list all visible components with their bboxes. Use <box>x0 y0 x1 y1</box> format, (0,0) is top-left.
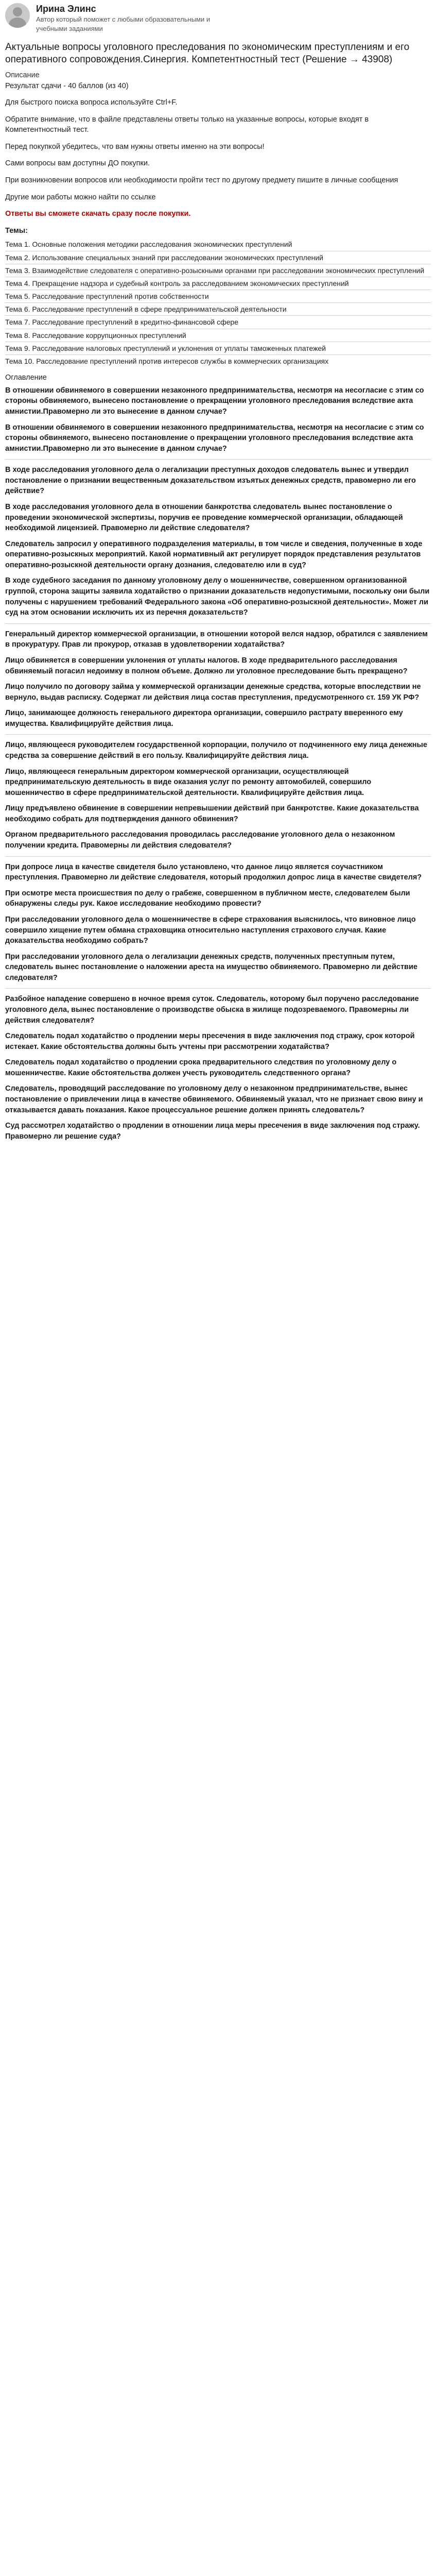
theme-item: Тема 2. Использование специальных знаний при расследовании экономических преступлений <box>5 251 431 264</box>
theme-item: Тема 3. Взаимодействие следователя с оперативно-розыскными органами при расследовании экономических преступлений <box>5 264 431 277</box>
question-item <box>5 1083 431 1115</box>
question-item <box>5 539 431 571</box>
question-item <box>5 767 431 799</box>
question-text: Генеральный директор коммерческой организации, в отношении которой велся надзор, обратился с заявлением в прокуратуру. Прав ли прокурор, отказав в удовлетворении ходатайства? <box>5 630 428 649</box>
divider <box>5 623 431 624</box>
divider <box>5 459 431 460</box>
avatar[interactable] <box>5 3 30 28</box>
question-text: Лицо получило по договору займа у коммерческой организации денежные средства, которые впоследствии не вернуло, выдав расписку. Содержат ли действия лица состав преступления, предусмотренного ст. 159 УК РФ? <box>5 683 421 702</box>
question-item <box>5 708 431 729</box>
question-text: Лицу предъявлено обвинение в совершении непревышении действий при банкротстве. Какие доказательства необходимо собрать для подтверждения данного обвинения? <box>5 804 419 823</box>
divider <box>5 988 431 989</box>
question-item <box>5 888 431 909</box>
question-item <box>5 422 431 454</box>
question-text: Органом предварительного расследования проводилась расследование уголовного дела о незаконном получении кредита. Правомерны ли действия следователя? <box>5 831 395 850</box>
question-item <box>5 803 431 824</box>
question-text: Разбойное нападение совершено в ночное время суток. Следователь, которому был поручено расследование уголовного дела, вынес постановление о производстве обыска в жилище подозреваемого. Правомерны ли действия следователя? <box>5 995 419 1025</box>
score-line: Результат сдачи - 40 баллов (из 40) <box>5 81 129 90</box>
question-text: Следователь подал ходатайство о продлении срока предварительного следствия по уголовному делу о мошенничестве. Какие обстоятельства должен учесть руководитель следственного органа? <box>5 1058 397 1077</box>
intro-text-0: Для быстрого поиска вопроса используйте Ctrl+F. <box>5 98 178 107</box>
theme-item: Тема 1. Основные положения методики расследования экономических преступлений <box>5 238 431 251</box>
question-text: Следователь запросил у оперативного подразделения материалы, в том числе и сведения, полученные в ходе оперативно-розыскных мероприятий. Какой нормативный акт регулирует порядок представления результатов оперативно-розыскной деятельности органу дознания, следователю или в суд? <box>5 539 423 569</box>
divider <box>5 856 431 857</box>
intro-text-1: Обратите внимание, что в файле представлены ответы только на указанные вопросы, которые входят в Компетентностный тест. <box>5 115 369 134</box>
question-item <box>5 385 431 417</box>
question-item <box>5 465 431 497</box>
question-item <box>5 862 431 883</box>
question-item <box>5 629 431 650</box>
question-text: При допросе лица в качестве свидетеля было установлено, что данное лицо является соучастником преступления. Правомерно ли действие следователя, который продолжил допрос лица в качестве свидетеля? <box>5 862 422 882</box>
theme-item: Тема 9. Расследование налоговых преступлений и уклонения от уплаты таможенных платежей <box>5 342 431 355</box>
intro-text-2: Перед покупкой убедитесь, что вам нужны ответы именно на эти вопросы! <box>5 142 265 151</box>
question-text: При расследовании уголовного дела о мошенничестве в сфере страхования выяснилось, что виновное лицо совершило хищение путем обмана страховщика относительно наступления страхового случая. Какие доказательства необходимо собрать? <box>5 915 416 945</box>
question-item <box>5 655 431 676</box>
author-description: Автор который поможет с любыми образовательными и учебными заданиями <box>36 15 211 32</box>
question-text: При расследовании уголовного дела о легализации денежных средств, полученных преступным путем, следователь вынес постановление о наложении ареста на имущество обвиняемого. Правомерно ли действие следователя? <box>5 952 417 982</box>
question-text: Лицо, занимающее должность генерального директора организации, совершило растрату вверенного ему имущества. Квалифицируйте действия лица. <box>5 709 403 728</box>
question-item <box>5 502 431 534</box>
intro-text-3: Сами вопросы вам доступны ДО покупки. <box>5 159 150 168</box>
question-item <box>5 952 431 984</box>
question-text: Суд рассмотрел ходатайство о продлении в отношении лица меры пресечения в виде заключения под стражу. Правомерно ли решение суда? <box>5 1122 420 1141</box>
intro-text-4: При возникновении вопросов или необходимости пройти тест по другому предмету пишите в личные сообщения <box>5 176 398 185</box>
table-of-contents-heading: Оглавление <box>5 374 47 382</box>
theme-item: Тема 4. Прекращение надзора и судебный контроль за расследованием экономических преступлений <box>5 277 431 290</box>
theme-item: Тема 6. Расследование преступлений в сфере предпринимательской деятельности <box>5 303 431 316</box>
author-name[interactable]: Ирина Элинс <box>36 4 96 14</box>
question-text: В ходе расследования уголовного дела о легализации преступных доходов следователь вынес и утвердил постановление о признании вещественным доказательством изъятых денежных средств, правомерно ли его действие? <box>5 466 416 496</box>
other-works-link[interactable]: Другие мои работы можно найти по ссылке <box>5 193 156 201</box>
author-info <box>36 3 221 33</box>
question-text: Лицо обвиняется в совершении уклонения от уплаты налогов. В ходе предварительного расследования обвиняемый погасил недоимку в полном объеме. Должно ли уголовное преследование быть прекращено? <box>5 656 408 675</box>
question-text: В ходе расследования уголовного дела в отношении банкротства следователь вынес постановление о проведении экономической экспертизы, поручив ее проведение коммерческой организации, обладающей необходимой лицензией. Правомерно ли действие следователя? <box>5 503 403 533</box>
question-item <box>5 994 431 1026</box>
question-text: Следователь, проводящий расследование по уголовному делу о незаконном предпринимательстве, вынес постановление о привлечении лица в качестве обвиняемого. Обвиняемый указал, что не признает свою вину и отказывается давать показания. Какое процессуальное решение должен принять следователь? <box>5 1084 423 1114</box>
question-item <box>5 740 431 761</box>
question-text: Следователь подал ходатайство о продлении меры пресечения в виде заключения под стражу, срок которой истекает. Какие обстоятельства должны быть учтены при рассмотрении ходатайства? <box>5 1032 415 1051</box>
theme-item: Тема 10. Расследование преступлений против интересов службы в коммерческих организациях <box>5 357 329 366</box>
question-text: В отношении обвиняемого в совершении незаконного предпринимательства, несмотря на несогласие с этим со стороны обвиняемого, вынесено постановление о прекращении уголовного преследования вследствие акта амнистии.Правомерно ли это вынесение в данном случае? <box>5 423 424 453</box>
question-item <box>5 914 431 946</box>
page <box>0 0 436 1142</box>
question-item <box>5 829 431 851</box>
question-item <box>5 1057 431 1078</box>
themes-title: Темы: <box>5 226 28 235</box>
theme-item: Тема 5. Расследование преступлений против собственности <box>5 290 431 303</box>
page-title: Актуальные вопросы уголовного преследования по экономическим преступлениям и его оперативного сопровождения.Синергия. Компетентностный тест (Решение → 43908) <box>5 42 410 65</box>
question-item <box>5 682 431 703</box>
question-text: При осмотре места происшествия по делу о грабеже, совершенном в публичном месте, следователем были обнаружены следы рук. Какое исследование необходимо провести? <box>5 889 410 908</box>
themes-list <box>5 238 431 367</box>
theme-item: Тема 7. Расследование преступлений в кредитно-финансовой сфере <box>5 316 431 329</box>
question-item <box>5 575 431 618</box>
question-text: В ходе судебного заседания по данному уголовному делу о мошенничестве, совершенном организованной группой, сторона защиты заявила ходатайство о признании доказательств недопустимыми, поскольку они были получены с нарушением требований Федерального закона «Об оперативно-розыскной деятельности». Может ли суд на этом основании исключить их из перечня доказательств? <box>5 577 430 617</box>
description-label: Описание <box>5 71 40 79</box>
author-card <box>5 0 431 35</box>
question-text: Лицо, являющееся руководителем государственной корпорации, получило от подчиненного ему лица денежные средства за совершение действий в его пользу. Квалифицируйте действия лица. <box>5 741 427 760</box>
question-text: Лицо, являющееся генеральным директором коммерческой организации, осуществляющей предпринимательскую деятельность в виде оказания услуг по ремонту автомобилей, совершило мошенничество в сфере предпринимательской деятельности. Квалифицируйте действия лица. <box>5 767 372 797</box>
divider <box>5 734 431 735</box>
question-item <box>5 1031 431 1052</box>
question-item <box>5 1121 431 1142</box>
download-notice: Ответы вы сможете скачать сразу после покупки. <box>5 210 191 218</box>
theme-item: Тема 8. Расследование коррупционных преступлений <box>5 329 431 342</box>
question-text: В отношении обвиняемого в совершении незаконного предпринимательства, несмотря на несогласие с этим со стороны обвиняемого, вынесено постановление о прекращении уголовного преследования вследствие акта амнистии.Правомерно ли это вынесение в данном случае? <box>5 386 424 416</box>
